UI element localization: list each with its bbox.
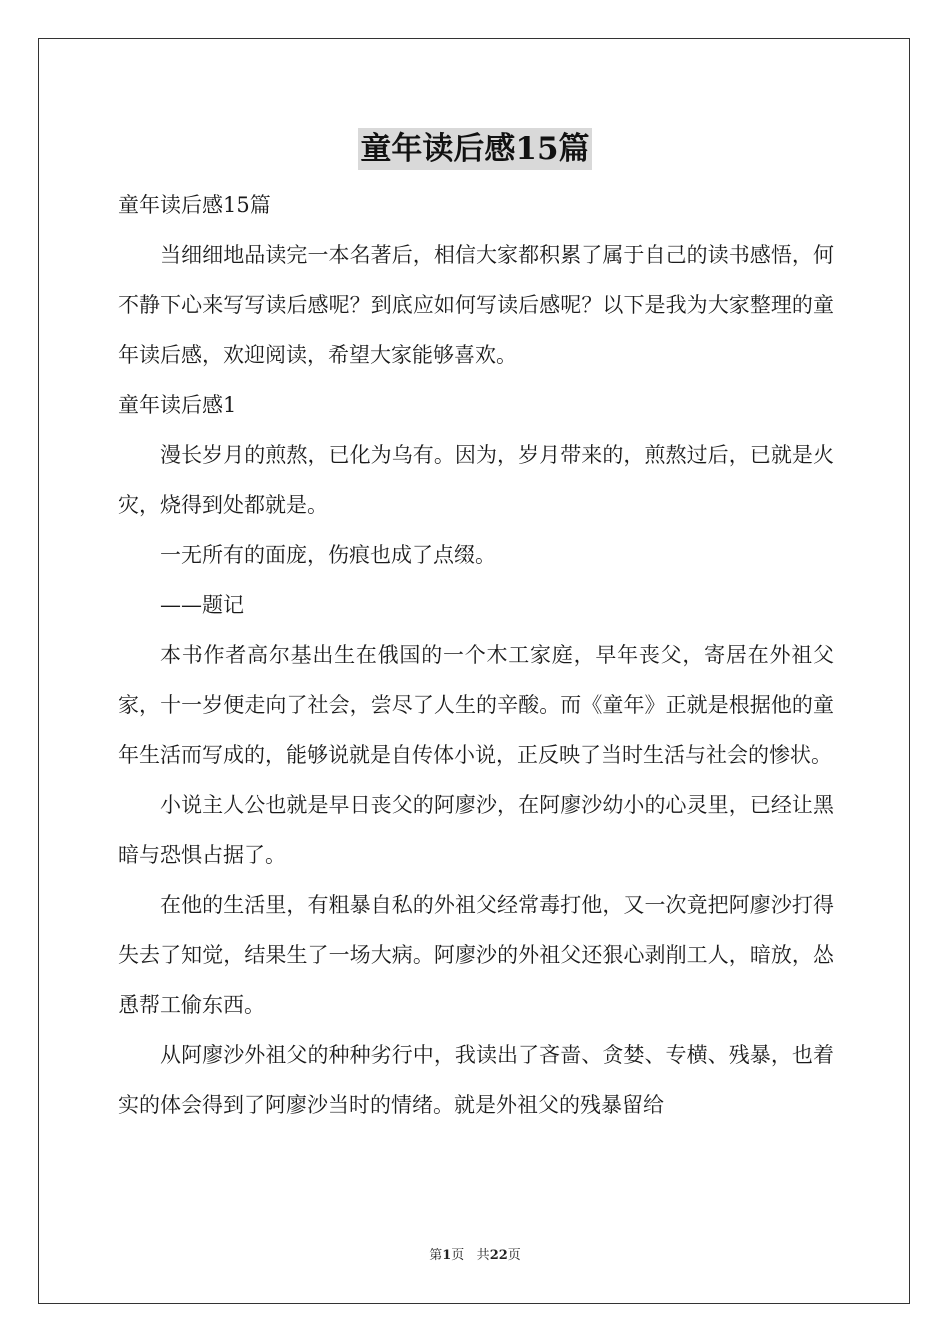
document-title: 童年读后感15篇 xyxy=(358,128,591,170)
paragraph: 小说主人公也就是早日丧父的阿廖沙，在阿廖沙幼小的心灵里，已经让黑暗与恐惧占据了。 xyxy=(118,793,834,867)
footer-page-unit: 页 xyxy=(451,1248,465,1263)
paragraph: 当细细地品读完一本名著后，相信大家都积累了属于自己的读书感悟，何不静下心来写写读后感呢？到底应如何写读后感呢？以下是我为大家整理的童年读后感，欢迎阅读，希望大家能够喜欢。 xyxy=(118,243,834,367)
paragraph: 在他的生活里，有粗暴自私的外祖父经常毒打他，又一次竟把阿廖沙打得失去了知觉，结果生了一场大病。阿廖沙的外祖父还狠心剥削工人，暗放，怂恿帮工偷东西。 xyxy=(118,893,834,1017)
paragraph: 漫长岁月的煎熬，已化为乌有。因为，岁月带来的，煎熬过后，已就是火灾，烧得到处都就是。 xyxy=(118,443,834,517)
footer-total-prefix: 共 xyxy=(476,1248,490,1263)
paragraph: ——题记 xyxy=(160,593,244,617)
paragraph: 童年读后感15篇 xyxy=(118,193,271,217)
paragraph: 从阿廖沙外祖父的种种劣行中，我读出了吝啬、贪婪、专横、残暴，也着实的体会得到了阿廖沙当时的情绪。就是外祖父的残暴留给 xyxy=(118,1043,834,1117)
document-body xyxy=(118,180,834,1130)
paragraph: 一无所有的面庞，伤痕也成了点缀。 xyxy=(160,543,496,567)
footer-total-pages: 22 xyxy=(489,1248,508,1263)
page-footer xyxy=(0,1244,950,1263)
footer-page-number: 1 xyxy=(442,1248,452,1263)
footer-total-unit: 页 xyxy=(507,1248,521,1263)
paragraph: 童年读后感1 xyxy=(118,393,237,417)
footer-page-prefix: 第 xyxy=(429,1248,443,1263)
paragraph: 本书作者高尔基出生在俄国的一个木工家庭，早年丧父，寄居在外祖父家，十一岁便走向了社会，尝尽了人生的辛酸。而《童年》正就是根据他的童年生活而写成的，能够说就是自传体小说，正反映了当时生活与社会的惨状。 xyxy=(118,643,834,767)
title-container xyxy=(0,128,950,170)
